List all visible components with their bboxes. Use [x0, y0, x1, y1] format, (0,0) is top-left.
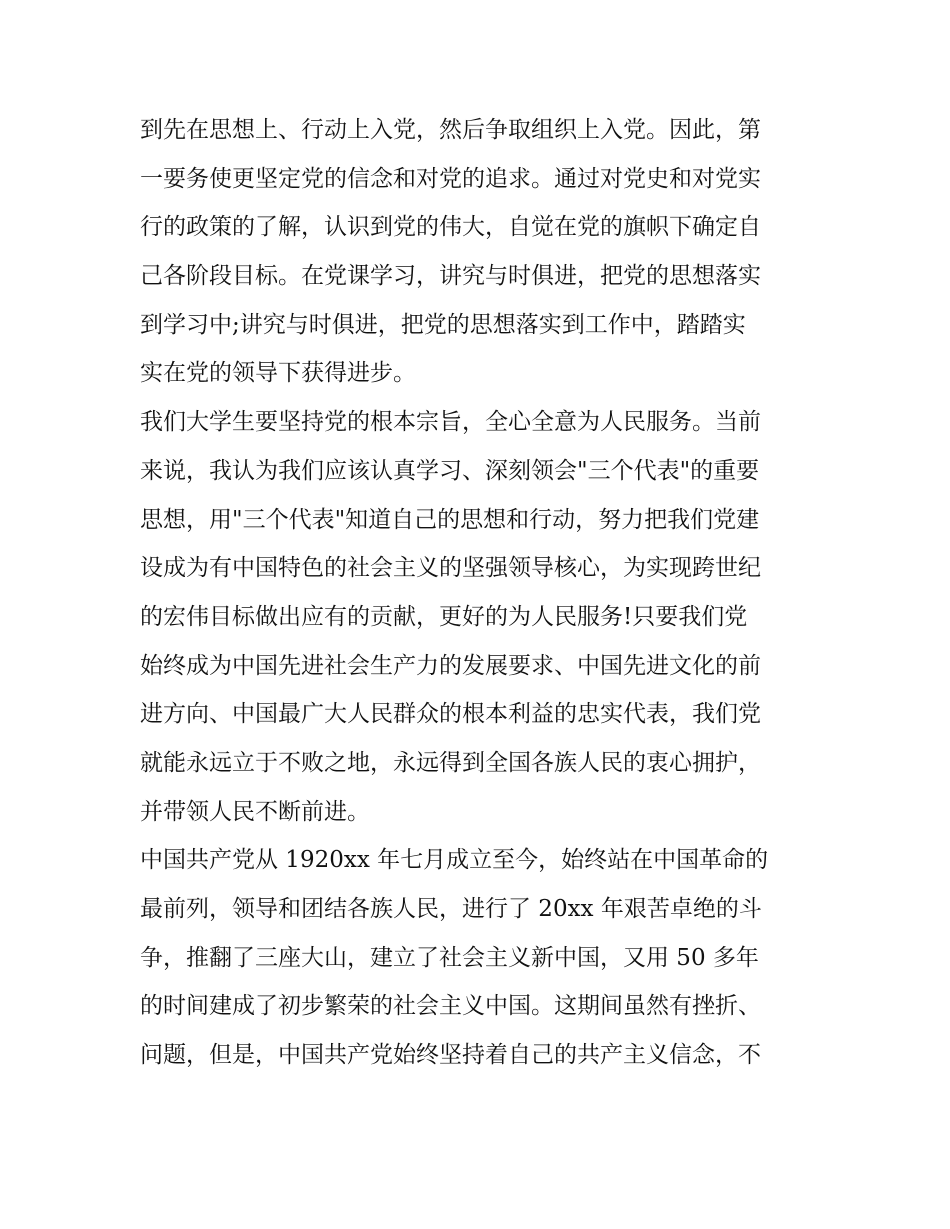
body-text [140, 106, 820, 1080]
text-line: 进方向、中国最广大人民群众的根本利益的忠实代表，我们党 [140, 701, 761, 728]
text-line: 设成为有中国特色的社会主义的坚强领导核心，为实现跨世纪 [140, 555, 761, 582]
text-line: 问题，但是，中国共产党始终坚持着自己的共产主义信念，不 [140, 1042, 761, 1069]
text-line: 实在党的领导下获得进步。 [140, 360, 416, 387]
text-line: 思想，用"三个代表"知道自己的思想和行动，努力把我们党建 [140, 506, 760, 533]
text-line: 最前列，领导和团结各族人民，进行了 20xx 年艰苦卓绝的斗 [140, 896, 762, 922]
text-line: 一要务使更坚定党的信念和对党的追求。通过对党史和对党实 [140, 165, 761, 192]
text-line: 的时间建成了初步繁荣的社会主义中国。这期间虽然有挫折、 [140, 993, 761, 1020]
text-line: 中国共产党从 1920xx 年七月成立至今，始终站在中国革命的 [140, 847, 769, 874]
text-line: 到学习中;讲究与时俱进，把党的思想落实到工作中，踏踏实 [140, 311, 746, 338]
text-line: 并带领人民不断前进。 [140, 798, 370, 825]
text-line: 己各阶段目标。在党课学习，讲究与时俱进，把党的思想落实 [140, 263, 761, 290]
text-line: 来说，我认为我们应该认真学习、深刻领会"三个代表"的重要 [140, 457, 760, 484]
text-line: 的宏伟目标做出应有的贡献，更好的为人民服务!只要我们党 [140, 603, 748, 630]
text-line: 始终成为中国先进社会生产力的发展要求、中国先进文化的前 [140, 652, 761, 679]
text-line: 争，推翻了三座大山，建立了社会主义新中国，又用 50 多年 [140, 944, 759, 971]
text-line: 到先在思想上、行动上入党，然后争取组织上入党。因此，第 [140, 117, 761, 143]
text-line: 行的政策的了解，认识到党的伟大，自觉在党的旗帜下确定自 [140, 214, 761, 241]
text-line: 就能永远立于不败之地，永远得到全国各族人民的衷心拥护， [140, 749, 761, 776]
text-line: 我们大学生要坚持党的根本宗旨，全心全意为人民服务。当前 [140, 409, 761, 436]
